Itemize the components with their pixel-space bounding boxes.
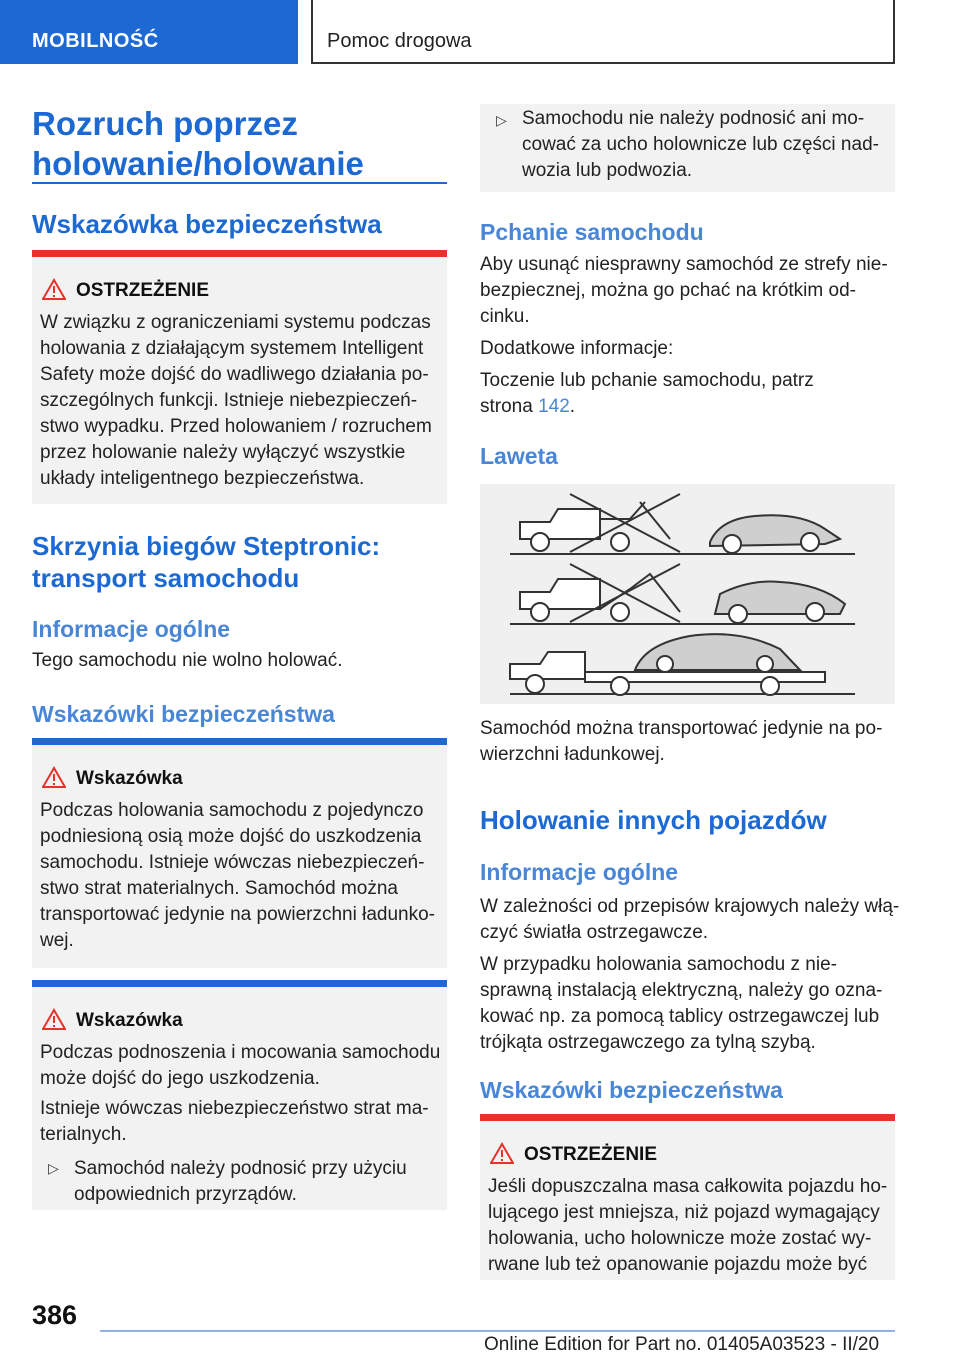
other-text-line: W zależności od przepisów krajowych należy włą-	[480, 896, 900, 917]
footer-edition: Online Edition for Part no. 01405A03523 - II/20	[484, 1334, 880, 1355]
warning-bar	[480, 1114, 895, 1121]
steptronic-heading-line1: Skrzynia biegów Steptronic:	[32, 531, 381, 561]
note-text-line: podniesioną osią może dojść do uszkodzenia	[40, 826, 422, 847]
warning-triangle-icon	[42, 278, 66, 300]
safety-heading: Wskazówka bezpieczeństwa	[32, 209, 382, 239]
note-text-line: Podczas holowania samochodu z pojedynczo	[40, 800, 424, 821]
other-text-line: W przypadku holowania samochodu z nie-	[480, 954, 837, 975]
header-chapter-label: Pomoc drogowa	[327, 30, 472, 52]
page-reference-link[interactable]: 142	[538, 396, 570, 417]
note-text-line: terialnych.	[40, 1124, 127, 1145]
bullet-text-line: Samochodu nie należy podnosić ani mo-	[522, 108, 865, 129]
bullet-text-line: Samochód należy podnosić przy użyciu	[74, 1158, 407, 1179]
tow-truck-diagram	[480, 484, 895, 704]
push-text-line: cinku.	[480, 306, 530, 327]
warning-triangle-icon	[42, 766, 66, 788]
warning-triangle-icon	[42, 1008, 66, 1030]
note-text-line: może dojść do jego uszkodzenia.	[40, 1068, 320, 1089]
warning-bar	[32, 250, 447, 257]
bullet-marker: ▷	[48, 1160, 59, 1176]
note-box	[32, 738, 447, 968]
warning-text-line: lującego jest mniejsza, niż pojazd wymagający	[488, 1202, 880, 1223]
push-heading: Pchanie samochodu	[480, 219, 704, 245]
note-text-line: samochodu. Istnieje wówczas niebezpieczeń-	[40, 852, 425, 873]
warning-text-line: układy inteligentnego bezpieczeństwa.	[40, 468, 365, 489]
bullet-marker: ▷	[496, 112, 507, 128]
safety-tips-heading: Wskazówki bezpieczeństwa	[480, 1077, 783, 1103]
warning-text-line: Safety może dojść do wadliwego działania po-	[40, 364, 429, 385]
laweta-heading: Laweta	[480, 443, 558, 469]
steptronic-heading-line2: transport samochodu	[32, 563, 300, 593]
header-section-label: MOBILNOŚĆ	[32, 30, 159, 52]
warning-text-line: przez holowanie należy wyłączyć wszystkie	[40, 442, 406, 463]
page-title-line1: Rozruch poprzez	[32, 105, 298, 142]
warning-text-line: Jeśli dopuszczalna masa całkowita pojazdu ho-	[488, 1176, 888, 1197]
warning-title: OSTRZEŻENIE	[76, 280, 210, 301]
bullet-text-line: odpowiednich przyrządów.	[74, 1184, 297, 1205]
general-info-text: Tego samochodu nie wolno holować.	[32, 650, 343, 671]
other-text-line: sprawną instalacją elektryczną, należy go ozna-	[480, 980, 883, 1001]
reference-page-line	[480, 394, 575, 420]
note-box	[32, 980, 447, 1210]
footer-rule	[100, 1330, 895, 1332]
laweta-text-line: Samochód można transportować jedynie na po-	[480, 718, 883, 739]
note-title: Wskazówka	[76, 768, 183, 789]
other-vehicles-heading: Holowanie innych pojazdów	[480, 805, 827, 835]
warning-box	[480, 1114, 895, 1280]
extra-info-label: Dodatkowe informacje:	[480, 338, 674, 359]
header-section-tab	[0, 0, 298, 64]
push-text-line: bezpiecznej, można go pchać na krótkim od-	[480, 280, 856, 301]
page-number: 386	[32, 1300, 78, 1330]
reference-prefix: strona	[480, 396, 539, 417]
towing-illustration	[480, 484, 895, 704]
note-text-line: stwo strat materialnych. Samochód można	[40, 878, 398, 899]
note-text-line: transportować jedynie na powierzchni ładunko-	[40, 904, 436, 925]
warning-title: OSTRZEŻENIE	[524, 1144, 658, 1165]
warning-triangle-icon	[490, 1142, 514, 1164]
push-text-line: Aby usunąć niesprawny samochód ze strefy nie-	[480, 254, 888, 275]
warning-box	[32, 250, 447, 504]
warning-text-line: W związku z ograniczeniami systemu podczas	[40, 312, 431, 333]
warning-text-line: holowania z działającym systemem Intelligent	[40, 338, 424, 359]
warning-text-line: holowania, ucho holownicze może zostać wy-	[488, 1228, 872, 1249]
general-info-heading: Informacje ogólne	[32, 616, 231, 642]
other-text-line: czyć światła ostrzegawcze.	[480, 922, 709, 943]
other-text-line: trójkąta ostrzegawczego za tylną szybą.	[480, 1032, 816, 1053]
safety-tips-heading: Wskazówki bezpieczeństwa	[32, 701, 335, 727]
note-title: Wskazówka	[76, 1010, 183, 1031]
continuation-box	[480, 104, 895, 192]
other-text-line: kować np. za pomocą tablicy ostrzegawczej lub	[480, 1006, 880, 1027]
note-bar	[32, 980, 447, 987]
note-text-line: wej.	[40, 930, 74, 951]
laweta-text-line: wierzchni ładunkowej.	[480, 744, 665, 765]
warning-text-line: stwo wypadku. Przed holowaniem / rozruchem	[40, 416, 432, 437]
page-title-line2: holowanie/holowanie	[32, 145, 364, 182]
reference-line: Toczenie lub pchanie samochodu, patrz	[480, 370, 814, 391]
note-text-line: Podczas podnoszenia i mocowania samochodu	[40, 1042, 441, 1063]
note-text-line: Istnieje wówczas niebezpieczeństwo strat ma-	[40, 1098, 429, 1119]
title-rule	[32, 182, 447, 184]
reference-suffix: .	[569, 396, 576, 417]
bullet-text-line: wozia lub podwozia.	[522, 160, 693, 181]
header-chapter-tab	[311, 0, 895, 64]
general-info-heading: Informacje ogólne	[480, 859, 679, 885]
warning-text-line: szczególnych funkcji. Istnieje niebezpieczeń-	[40, 390, 418, 411]
note-bar	[32, 738, 447, 745]
bullet-text-line: cować za ucho holownicze lub części nad-	[522, 134, 879, 155]
warning-text-line: rwane lub też opanowanie pojazdu może być	[488, 1254, 868, 1275]
